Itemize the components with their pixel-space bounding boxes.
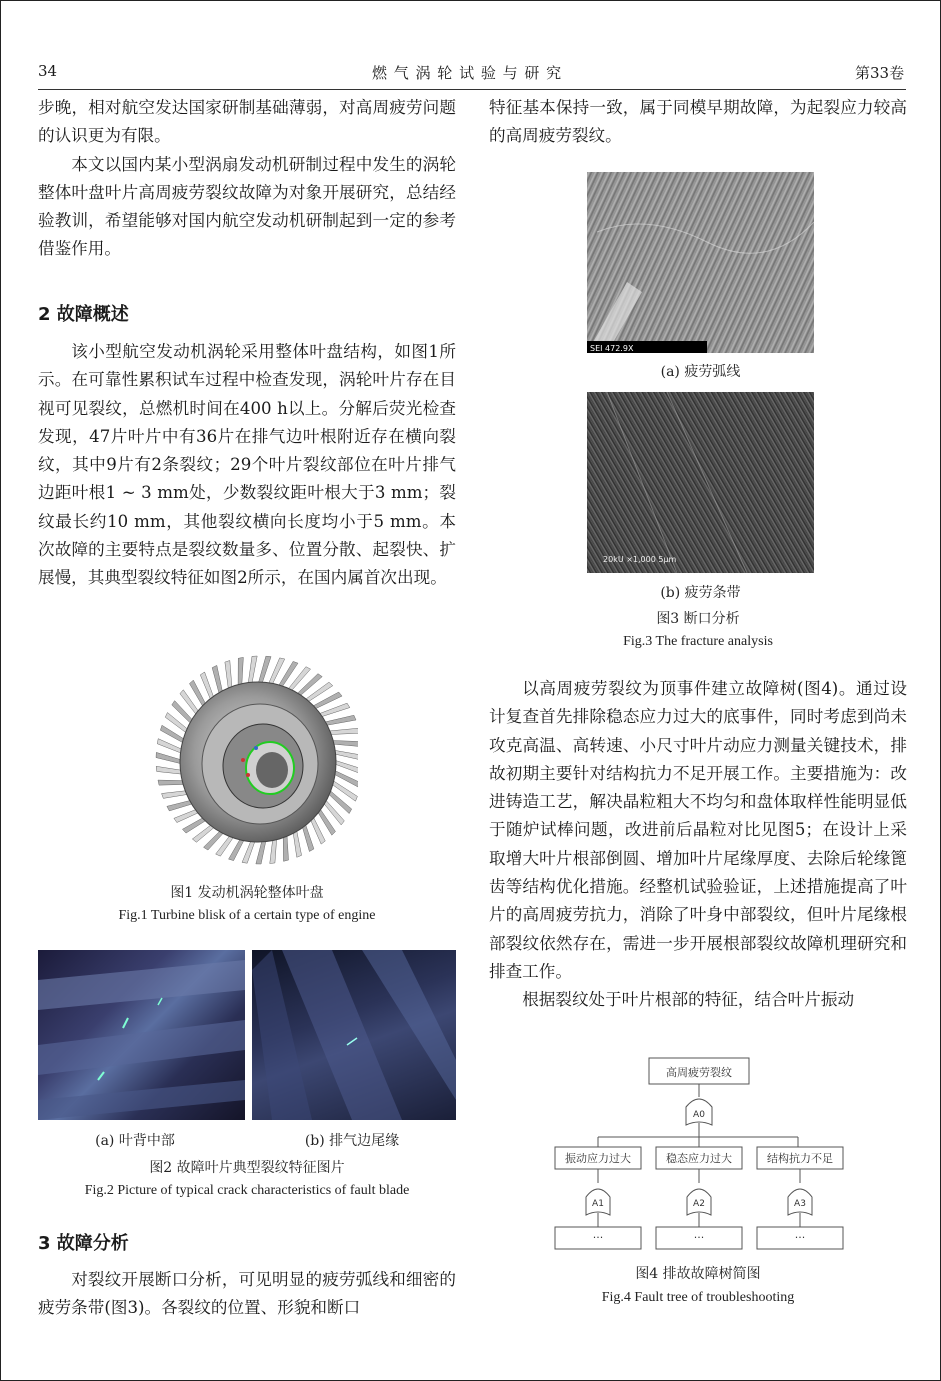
figure-2b-caption: (b) 排气边尾缘	[304, 1133, 400, 1149]
blisk-blade	[324, 715, 356, 725]
figure-4-fault-tree	[553, 1055, 845, 1253]
left-paragraph-2: 本文以国内某小型涡扇发动机研制过程中发生的涡轮整体叶盘叶片高周疲劳裂纹故障为对象开展研究，总结经验教训，希望能够对国内航空发动机研制起到一定的参考借鉴作用。	[38, 154, 456, 259]
page-number: 34	[38, 62, 58, 80]
figure-2a-caption: (a) 叶背中部	[95, 1133, 175, 1149]
journal-title: 燃 气 涡 轮 试 验 与 研 究	[372, 64, 563, 82]
figure-3b-caption: (b) 疲劳条带	[660, 585, 741, 601]
fault-tree-top-event: 高周疲劳裂纹	[666, 1066, 732, 1079]
right-paragraph-3: 根据裂纹处于叶片根部的特征，结合叶片振动	[522, 990, 855, 1010]
right-column	[489, 94, 907, 151]
right-paragraph-2: 以高周疲劳裂纹为顶事件建立故障树(图4)。通过设计复查首先排除稳态应力过大的底事件，同时考虑到尚未攻克高温、高转速、小尺寸叶片动应力测量关键技术，排故初期主要针对结构抗力不足开展工作。主要措施为：改进铸造工艺，解决晶粒粗大不均匀和盘体取样性能明显低于随炉试棒问题，改进前后晶粒对比见图5；在设计上采取增大叶片根部倒圆、增加叶片尾缘厚度、去除后轮缘篦齿等结构优化措施。经整机试验验证，上述措施提高了叶片的高周疲劳抗力，消除了叶身中部裂纹，但叶片尾缘根部裂纹依然存在，需进一步开展根部裂纹故障机理研究和排查工作。	[489, 679, 907, 981]
left-paragraph-4: 对裂纹开展断口分析，可见明显的疲劳弧线和细密的疲劳条带(图3)。各裂纹的位置、形貌和断口	[38, 1270, 456, 1318]
figure-3-caption-cn: 图3 断口分析	[656, 611, 740, 627]
fault-tree-branch-2: 稳态应力过大	[666, 1152, 732, 1165]
fault-tree-branch-3: 结构抗力不足	[767, 1152, 833, 1165]
left-body-block-2	[38, 1266, 456, 1323]
fault-tree-gate-a2: A2	[693, 1199, 705, 1209]
sem-a-scale-label: SEI 472.9X	[590, 344, 634, 353]
volume-label: 第33卷	[855, 64, 905, 82]
left-paragraph-3: 该小型航空发动机涡轮采用整体叶盘结构，如图1所示。在可靠性累积试车过程中检查发现，涡轮叶片存在目视可见裂纹，总燃机时间在400 h以上。分解后荧光检查发现，47片叶片中有36片在排气边叶根附近存在横向裂纹，其中9片有2条裂纹；29个叶片裂纹部位在叶片排气边距叶根1 ~ 3 mm处，少数裂纹距叶根大于3 mm；裂纹最长约10 mm，其他裂纹横向长度均小于5 mm。本次故障的主要特点是裂纹数量多、位置分散、起裂快、扩展慢，其典型裂纹特征如图2所示，在国内属首次出现。	[38, 342, 456, 588]
figure-3a-caption: (a) 疲劳弧线	[660, 364, 741, 380]
left-column	[38, 94, 456, 264]
figure-3a-sem-image	[587, 172, 814, 353]
fault-tree-gate-a1: A1	[592, 1199, 604, 1209]
figure-4-caption-en: Fig.4 Fault tree of troubleshooting	[601, 1290, 795, 1305]
figure-3-caption-en: Fig.3 The fracture analysis	[623, 634, 773, 649]
sem-b-scale-label: 20kU ×1,000 5μm	[603, 555, 677, 564]
fault-tree-gate-a0: A0	[693, 1110, 705, 1120]
figure-2-caption-en: Fig.2 Picture of typical crack characteristics of fault blade	[84, 1183, 410, 1198]
fault-tree-leaf-1: ···	[592, 1231, 604, 1244]
right-paragraph-1: 特征基本保持一致，属于同模早期故障，为起裂应力较高的高周疲劳裂纹。	[489, 98, 907, 146]
fault-tree-leaf-3: ···	[794, 1231, 806, 1244]
section-3-heading: 3 故障分析	[38, 1233, 129, 1254]
left-body-block	[38, 338, 456, 593]
figure-1-blisk-image	[148, 640, 358, 876]
fault-tree-leaf-2: ···	[693, 1231, 705, 1244]
blisk-blade	[333, 750, 358, 761]
figure-2a-photo	[38, 950, 245, 1120]
section-2-heading: 2 故障概述	[38, 304, 129, 325]
fault-tree-gate-a3: A3	[794, 1199, 806, 1209]
figure-4-caption-cn: 图4 排故故障树简图	[635, 1266, 761, 1282]
left-paragraph-1: 步晚，相对航空发达国家研制基础薄弱，对高周疲劳问题的认识更为有限。	[38, 98, 456, 146]
figure-2-caption-cn: 图2 故障叶片典型裂纹特征图片	[149, 1160, 345, 1176]
blisk-blade	[331, 740, 358, 746]
figure-3b-sem-image	[587, 392, 814, 573]
fault-tree-branch-1: 振动应力过大	[565, 1152, 631, 1165]
figure-1-caption-cn: 图1 发动机涡轮整体叶盘	[170, 885, 324, 901]
figure-1-caption-en: Fig.1 Turbine blisk of a certain type of engine	[118, 908, 376, 923]
header-rule	[38, 89, 906, 90]
blisk-blade	[328, 728, 358, 734]
right-body-block	[489, 675, 907, 1015]
figure-2b-photo	[252, 950, 456, 1120]
